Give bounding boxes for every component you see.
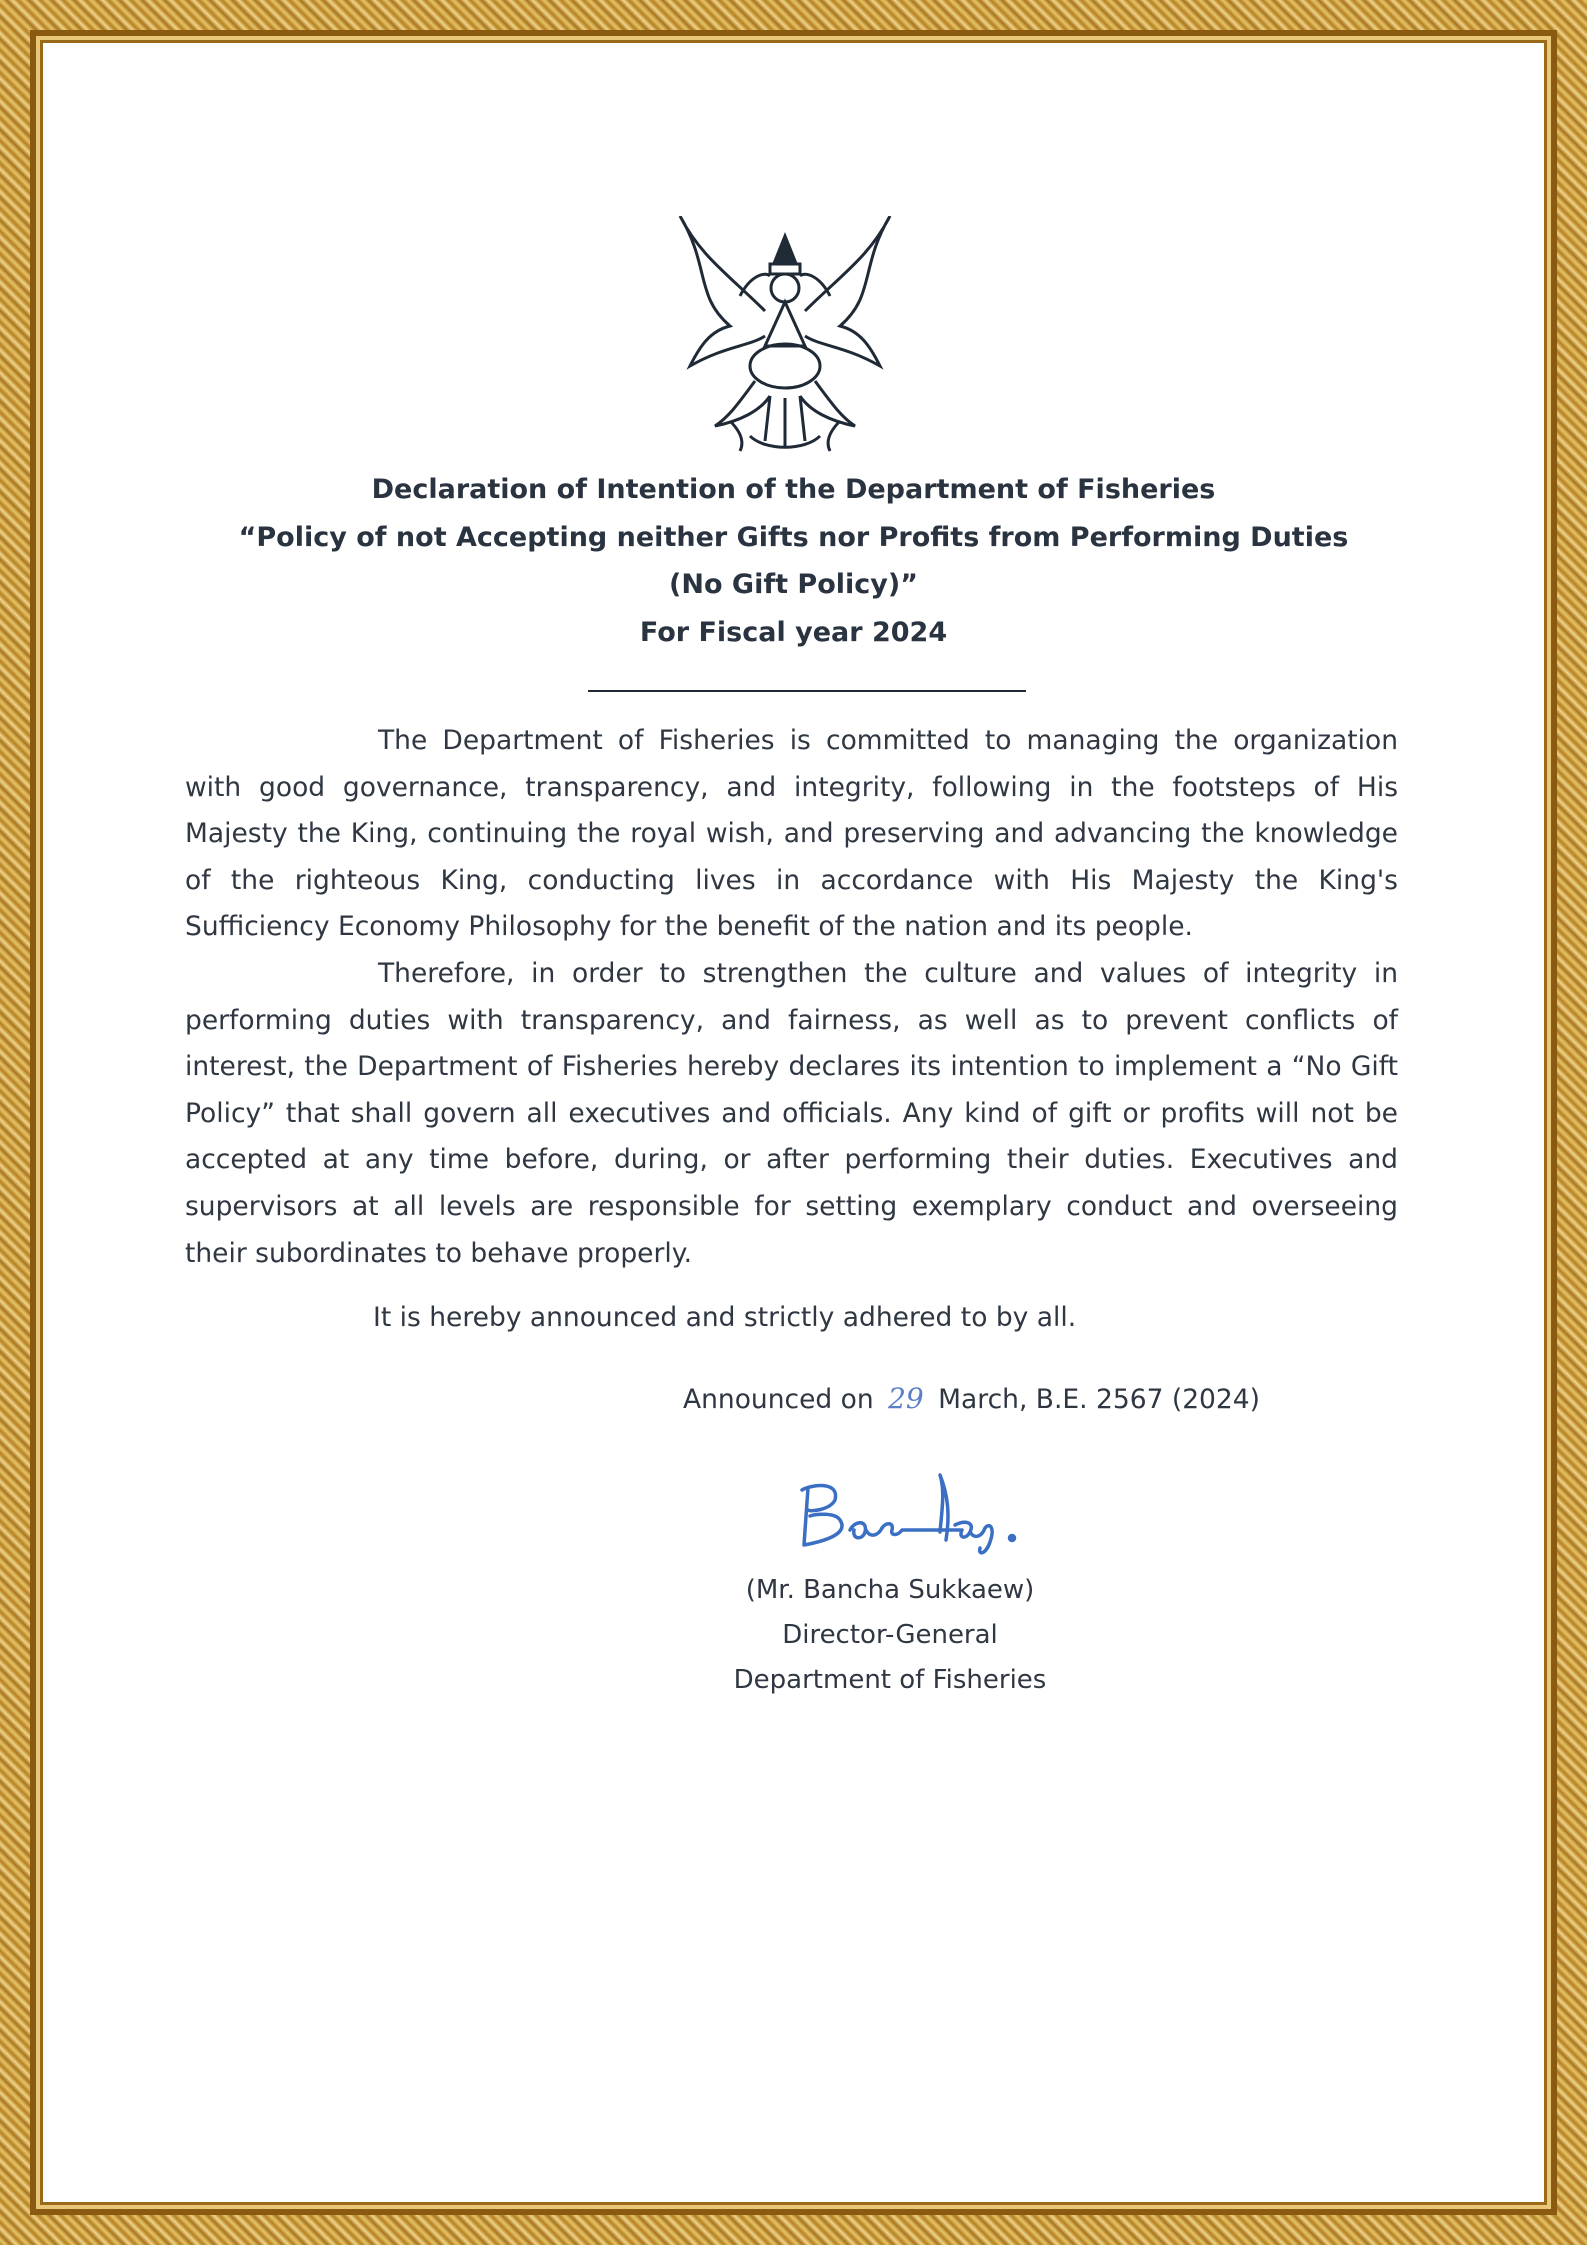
announcement-line: It is hereby announced and strictly adhered to by all. bbox=[373, 1302, 1077, 1333]
signatory-block bbox=[690, 1568, 1090, 1703]
signatory-organization: Department of Fisheries bbox=[733, 1665, 1047, 1695]
title-line-2: “Policy of not Accepting neither Gifts nor Profits from Performing Duties bbox=[238, 521, 1349, 553]
signatory-position: Director-General bbox=[782, 1620, 998, 1650]
garuda-emblem-icon bbox=[670, 216, 900, 456]
declaration-body bbox=[185, 718, 1398, 1277]
signatory-name: (Mr. Bancha Sukkaew) bbox=[745, 1575, 1035, 1605]
title-line-1: Declaration of Intention of the Department of Fisheries bbox=[371, 474, 1216, 505]
date-prefix: Announced on bbox=[683, 1384, 874, 1415]
title-line-4: For Fiscal year 2024 bbox=[639, 616, 948, 648]
declaration-title bbox=[200, 466, 1387, 656]
paragraph-1: The Department of Fisheries is committed to managing the organization with good governance, transparency, and integrity, following in the footsteps of His Majesty the King, continuing the royal wish, and preserving and advancing the knowledge of the righteous King, conducting lives in accordance with His Majesty the King's Sufficiency Economy Philosophy for the benefit of the nation and its people. bbox=[185, 725, 1398, 943]
handwritten-signature bbox=[790, 1470, 1050, 1560]
paragraph-2: Therefore, in order to strengthen the culture and values of integrity in performing duties with transparency, and fairness, as well as to prevent conflicts of interest, the Department of Fisheries hereby declares its intention to implement a “No Gift Policy” that shall govern all executives and officials. Any kind of gift or profits will not be accepted at any time before, during, or after performing their duties. Executives and supervisors at all levels are responsible for setting exemplary conduct and overseeing their subordinates to behave properly. bbox=[185, 957, 1398, 1269]
title-line-3: (No Gift Policy)” bbox=[669, 569, 918, 600]
date-day: 29 bbox=[888, 1382, 924, 1415]
title-divider bbox=[588, 690, 1026, 692]
date-suffix: March, B.E. 2567 (2024) bbox=[938, 1384, 1260, 1415]
announcement-date bbox=[683, 1382, 1260, 1415]
